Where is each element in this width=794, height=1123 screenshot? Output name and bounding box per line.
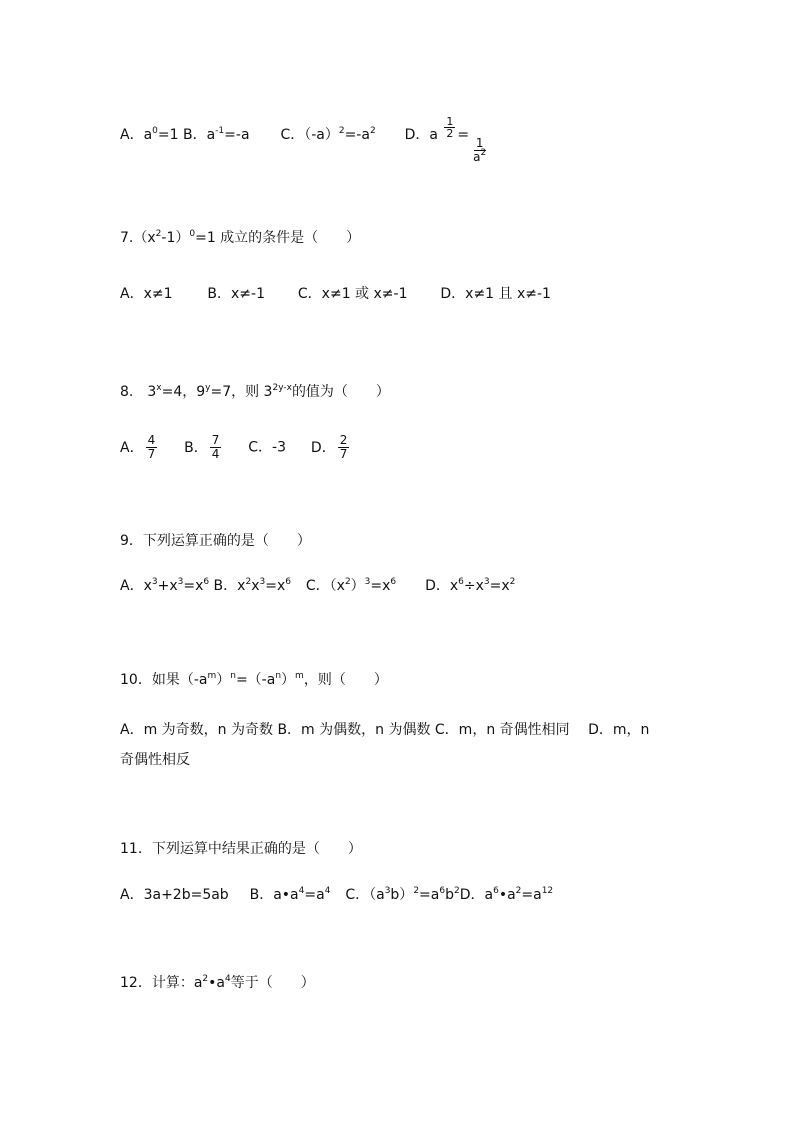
q9-option-d: D．$x^6\div x^3=x^2$ <box>425 577 516 594</box>
q11-option-d: D．$a^6•a^2=a^{12}$ <box>459 886 554 903</box>
q11-option-c: C．$(a^3b)^2=a^6b^2$ <box>345 886 460 903</box>
q11-option-b: B．$a•a^4=a^4$ <box>249 886 331 903</box>
question-10-stem: 10．如果$(-a^m)^n=(-a^n)^m$，则（ ） <box>120 671 388 688</box>
question-10-options-line-1: A．m 为奇数，n 为奇数 B．m 为偶数，n 为偶数 C．m，n 奇偶性相同 D．m，n <box>120 722 650 738</box>
q9-option-b: B．$x^2x^3=x^6$ <box>209 577 291 594</box>
q7-option-b: B．x≠-1 <box>207 286 265 302</box>
q6-option-a: A．$a^0=1$ B．$a^{-1}=-a$ <box>120 126 250 143</box>
question-12-stem: 12．计算：$a^2•a^4$等于（ ） <box>120 974 315 991</box>
question-6-options <box>120 116 490 164</box>
question-7-stem: $7.(x^2-1)^0=1$ 成立的条件是（ ） <box>120 229 361 246</box>
question-9-options <box>120 576 515 596</box>
q11-option-a: A．3a+2b=5ab <box>120 887 229 903</box>
q9-option-a: A．$x^3+x^3=x^6$ <box>120 577 210 594</box>
q8-option-d: D． $\frac{2}{7}$ <box>310 433 348 461</box>
q9-option-c: C．$(x^2)^3=x^6$ <box>305 577 397 594</box>
question-8-options <box>120 434 351 461</box>
q7-option-c: C．x≠1 或 x≠-1 <box>297 286 408 302</box>
question-8-stem: 8. $3^x=4$，$9^y=7$，则 $3^{2y-x}$的值为（ ） <box>120 383 390 400</box>
question-11-stem: 11．下列运算中结果正确的是（ ） <box>120 841 362 857</box>
q7-option-a: A．x≠1 <box>120 286 173 302</box>
question-10-options-line-2: 奇偶性相反 <box>120 752 190 768</box>
question-11-options <box>120 885 553 905</box>
q6-option-d: D．a $\frac{1}{2}$ = $\frac{1}{a^2}$ <box>404 115 487 164</box>
question-7-options <box>120 284 551 304</box>
question-9-stem: 9．下列运算正确的是（ ） <box>120 533 311 549</box>
q7-option-d: D．x≠1 且 x≠-1 <box>440 286 551 302</box>
q8-option-a: A． $\frac{4}{7}$ <box>120 433 156 461</box>
q6-option-c: C．$(-a)^2=-a^2$ <box>280 126 376 143</box>
q8-option-b: B． $\frac{7}{4}$ <box>184 433 220 461</box>
q8-option-c: C．-3 <box>248 439 287 456</box>
